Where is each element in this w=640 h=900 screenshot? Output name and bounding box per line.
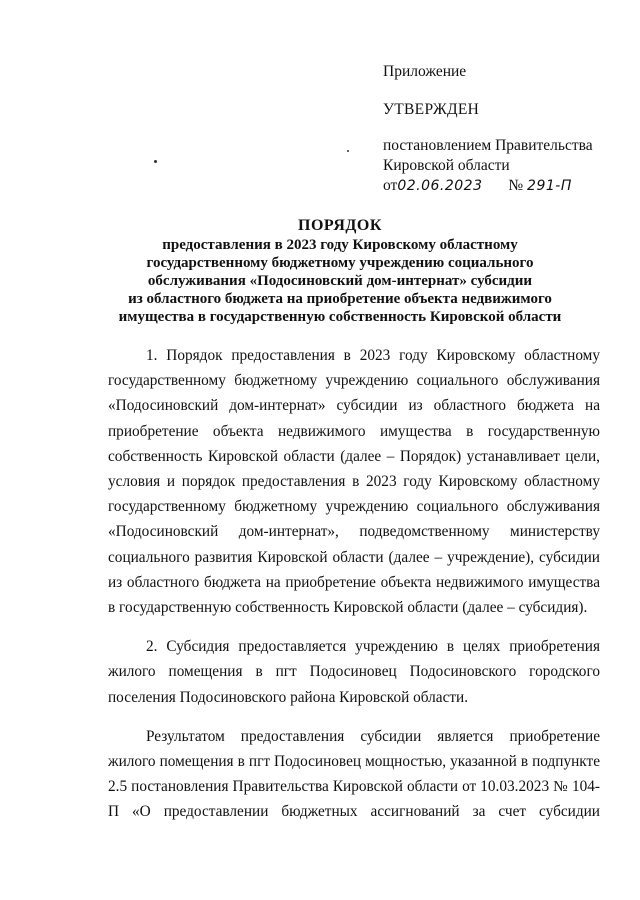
date-number-line	[383, 176, 623, 196]
handwritten-number: 291-П	[527, 178, 572, 194]
approval-block	[383, 62, 623, 196]
decree-line-1: постановлением Правительства	[383, 137, 593, 154]
paragraph-1: 1. Порядок предоставления в 2023 году Кировскому областному государственному бюджетному учреждению социального обслуживания «Подосиновский дом-интернат» субсидии из областного бюджета на приобретение объекта недвижимого имущества в государственную собственность Кировской области (далее – Порядок) устанавливает цели, условия и порядок предоставления в 2023 году Кировскому областному государственному бюджетному учреждению социального обслуживания «Подосиновский дом-интернат», подведомственному министерству социального развития Кировской области (далее – учреждение), субсидии из областного бюджета на приобретение объекта недвижимого имущества в государственную собственность Кировской области (далее – субсидия).	[108, 347, 600, 617]
appendix-label: Приложение	[383, 63, 467, 80]
title-line: государственному бюджетному учреждению социального	[146, 255, 534, 271]
scan-speck	[347, 150, 349, 152]
title-line: имущества в государственную собственность Кировской области	[118, 309, 562, 325]
title-line: предоставления в 2023 году Кировскому областному	[162, 237, 518, 253]
title-main: ПОРЯДОК	[298, 217, 382, 234]
number-prefix: №	[508, 177, 524, 194]
paragraph-3: Результатом предоставления субсидии является приобретение жилого помещения в пгт Подосиновец мощностью, указанной в подпункте 2.5 постановления Правительства Кировской области от 10.03.2023 № 104-П «О предоставлении бюджетных ассигнований за счет субсидии	[108, 727, 600, 821]
paragraph-2: 2. Субсидия предоставляется учреждению в целях приобретения жилого помещения в пгт Подосиновец Подосиновского городского поселения Подосиновского района Кировской области.	[108, 638, 600, 706]
decree-line-2: Кировской области	[383, 157, 510, 174]
approved-label: УТВЕРЖДЕН	[383, 101, 480, 118]
document-body	[108, 343, 600, 825]
date-prefix: от	[383, 177, 398, 194]
title-line: из областного бюджета на приобретение объекта недвижимого	[128, 291, 552, 307]
title-line: обслуживания «Подосиновский дом-интернат» субсидии	[147, 273, 533, 289]
handwritten-date: 02.06.2023	[397, 178, 483, 194]
document-title	[60, 216, 620, 326]
scan-speck	[154, 160, 157, 163]
